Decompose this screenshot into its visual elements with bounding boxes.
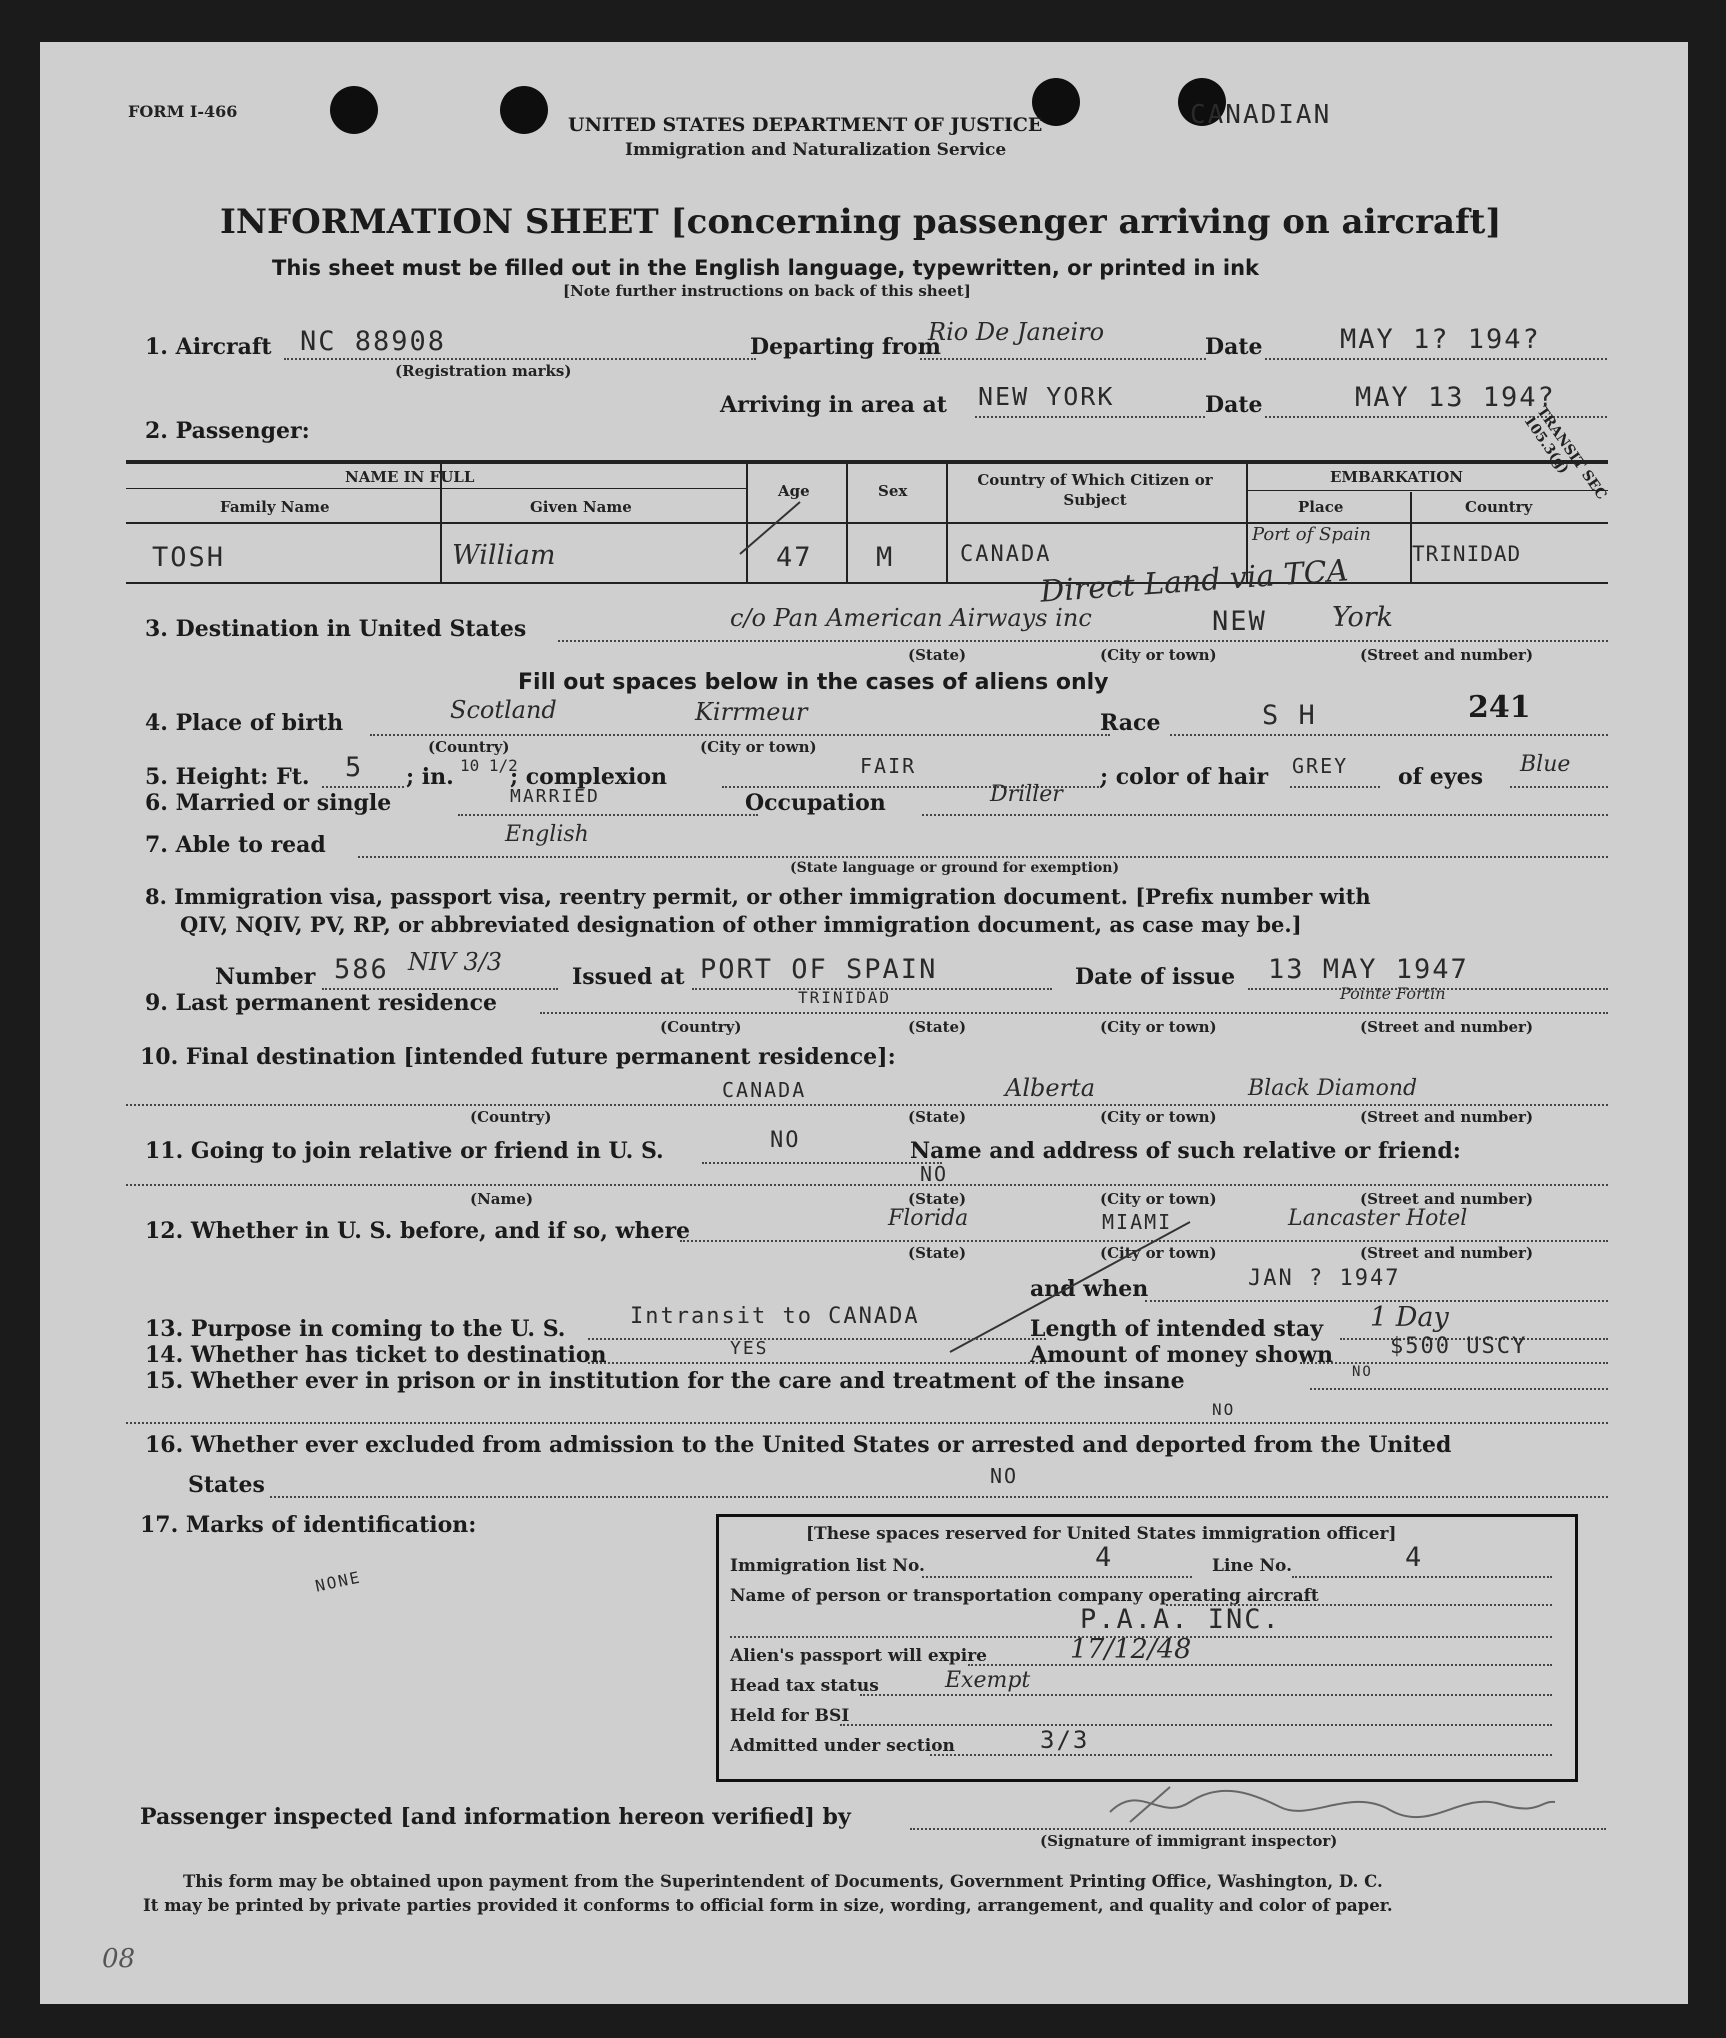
race-value: S H <box>1262 700 1317 731</box>
sex-value: M <box>876 542 895 573</box>
caption-country: (Country) <box>428 738 510 756</box>
hair-value: GREY <box>1292 754 1349 778</box>
head-tax-value: Exempt <box>945 1668 1031 1693</box>
ticket-value: YES <box>730 1338 769 1359</box>
aliens-note: Fill out spaces below in the cases of aliens only <box>518 670 1109 695</box>
departing-date: MAY 1? 194? <box>1340 324 1541 355</box>
instruction-note: [Note further instructions on back of this sheet] <box>563 282 971 300</box>
place-header: Place <box>1298 498 1344 516</box>
height-label: 5. Height: Ft. <box>145 764 310 790</box>
handwritten-note: Direct Land via TCA <box>1039 553 1350 610</box>
embarkation-country-value: TRINIDAD <box>1412 542 1522 566</box>
read-label: 7. Able to read <box>145 832 326 858</box>
list-no-label: Immigration list No. <box>730 1556 925 1576</box>
race-label: Race <box>1100 710 1161 736</box>
sex-header: Sex <box>878 482 908 500</box>
when-label: and when <box>1030 1276 1149 1302</box>
occupation-label: Occupation <box>745 790 886 816</box>
final-destination-label: 10. Final destination [intended future permanent residence]: <box>140 1044 896 1070</box>
caption-state: (State) <box>908 1018 967 1036</box>
prior-street: Lancaster Hotel <box>1288 1206 1468 1231</box>
join-relative-value: NO <box>770 1128 801 1153</box>
line-no-label: Line No. <box>1212 1556 1293 1576</box>
money-value: $500 USCY <box>1390 1334 1528 1359</box>
relative-note: NO <box>920 1162 949 1186</box>
eyes-value: Blue <box>1520 752 1571 777</box>
destination-city: NEW <box>1212 606 1267 637</box>
head-tax-label: Head tax status <box>730 1676 879 1696</box>
birth-city: Kirrmeur <box>695 698 808 726</box>
purpose-value: Intransit to CANADA <box>630 1304 920 1329</box>
caption-city: (City or town) <box>1100 646 1217 664</box>
residence-city: Pointe Fortin <box>1340 984 1446 1003</box>
given-name-value: William <box>452 540 556 571</box>
caption-state: (State) <box>908 1190 967 1208</box>
caption-street: (Street and number) <box>1360 1018 1534 1036</box>
final-country: CANADA <box>722 1078 807 1102</box>
excluded-label-line1: 16. Whether ever excluded from admission to the United States or arrested and deported from the United <box>145 1432 1452 1458</box>
caption-state: (State) <box>908 1244 967 1262</box>
country-header: Country <box>1465 498 1533 516</box>
line-no-value: 4 <box>1405 1542 1424 1573</box>
footer-line-1: This form may be obtained upon payment from the Superintendent of Documents, Government Printing Office, Washington, D. C. <box>183 1872 1383 1891</box>
form-number: FORM I-466 <box>128 102 238 121</box>
eyes-label: of eyes <box>1398 764 1483 790</box>
purpose-label: 13. Purpose in coming to the U. S. <box>145 1316 566 1342</box>
nationality-note: CANADIAN <box>1190 100 1332 130</box>
citizen-value: CANADA <box>960 542 1052 567</box>
join-relative-label: 11. Going to join relative or friend in U. S. <box>145 1138 664 1164</box>
destination-label: 3. Destination in United States <box>145 616 527 642</box>
final-street: Black Diamond <box>1248 1076 1418 1101</box>
complexion-value: FAIR <box>860 754 917 778</box>
caption-country: (Country) <box>470 1108 552 1126</box>
issue-date-value: 13 MAY 1947 <box>1268 954 1469 985</box>
citizen-header: Country of Which Citizen or Subject <box>977 471 1213 509</box>
prison-label: 15. Whether ever in prison or in institution for the care and treatment of the insane <box>145 1368 1185 1394</box>
excluded-label-line2: States <box>188 1472 265 1498</box>
aircraft-value: NC 88908 <box>300 326 447 357</box>
age-header: Age <box>778 482 810 500</box>
given-name-header: Given Name <box>530 498 632 516</box>
caption-city: (City or town) <box>1100 1190 1217 1208</box>
passport-label: Alien's passport will expire <box>730 1646 987 1666</box>
embarkation-header: EMBARKATION <box>1330 468 1464 486</box>
corner-note: 08 <box>102 1944 136 1974</box>
inspector-signature <box>1100 1772 1560 1832</box>
strike-line <box>730 482 810 562</box>
money-label: Amount of money shown <box>1030 1342 1334 1368</box>
identification-label: 17. Marks of identification: <box>140 1512 477 1538</box>
department-name: UNITED STATES DEPARTMENT OF JUSTICE <box>568 114 1043 136</box>
departing-date-label: Date <box>1205 334 1263 360</box>
prior-visit-label: 12. Whether in U. S. before, and if so, where <box>145 1218 691 1244</box>
arriving-date-label: Date <box>1205 392 1263 418</box>
service-name: Immigration and Naturalization Service <box>625 140 1007 160</box>
height-feet: 5 <box>345 752 364 783</box>
instruction: This sheet must be filled out in the English language, typewritten, or printed in ink <box>272 256 1259 280</box>
caption-state: (State) <box>908 646 967 664</box>
company-label: Name of person or transportation company operating aircraft <box>730 1586 1319 1606</box>
aircraft-label: 1. Aircraft <box>145 334 272 360</box>
registration-caption: (Registration marks) <box>395 362 572 380</box>
inches-label: ; in. <box>406 764 454 790</box>
caption-street: (Street and number) <box>1360 1244 1534 1262</box>
document-label-line2: QIV, NQIV, PV, RP, or abbreviated designation of other immigration document, as case may be.] <box>180 912 1302 937</box>
footer-line-2: It may be printed by private parties provided it conforms to official form in size, wording, arrangement, and quality and color of paper. <box>143 1896 1393 1915</box>
departing-label: Departing from <box>750 334 941 360</box>
information-sheet <box>40 42 1688 2004</box>
arriving-label: Arriving in area at <box>720 392 947 418</box>
married-value: MARRIED <box>510 786 600 807</box>
read-caption: (State language or ground for exemption) <box>790 860 1120 876</box>
issued-label: Issued at <box>572 964 685 990</box>
caption-city: (City or town) <box>1100 1108 1217 1126</box>
prior-state: Florida <box>888 1206 969 1231</box>
issued-value: PORT OF SPAIN <box>700 954 938 985</box>
bsi-label: Held for BSI <box>730 1706 850 1726</box>
caption-city: (City or town) <box>700 738 817 756</box>
number-note: NIV 3/3 <box>408 948 503 976</box>
stay-value: 1 Day <box>1370 1302 1449 1333</box>
married-label: 6. Married or single <box>145 790 392 816</box>
caption-name: (Name) <box>470 1190 534 1208</box>
destination-street: York <box>1332 602 1394 633</box>
age-value: 47 <box>776 542 813 573</box>
family-name-header: Family Name <box>220 498 330 516</box>
final-state: Alberta <box>1005 1074 1095 1102</box>
page-title: INFORMATION SHEET [concerning passenger arriving on aircraft] <box>220 202 1502 242</box>
complexion-label: ; complexion <box>510 764 668 790</box>
arriving-value: NEW YORK <box>978 382 1115 411</box>
section-label: Admitted under section <box>730 1736 955 1756</box>
company-value: P.A.A. INC. <box>1080 1604 1281 1635</box>
occupation-value: Driller <box>990 782 1063 807</box>
caption-street: (Street and number) <box>1360 1190 1534 1208</box>
caption-street: (Street and number) <box>1360 1108 1534 1126</box>
destination-state: c/o Pan American Airways inc <box>730 604 1092 632</box>
identification-value: NONE <box>313 1567 363 1596</box>
inspection-label: Passenger inspected [and information hereon verified] by <box>140 1804 851 1830</box>
family-name-value: TOSH <box>152 542 226 573</box>
caption-city: (City or town) <box>1100 1244 1217 1262</box>
number-label: Number <box>215 964 316 990</box>
stay-label: Length of intended stay <box>1030 1316 1323 1342</box>
caption-street: (Street and number) <box>1360 646 1534 664</box>
prior-city: MIAMI <box>1102 1210 1173 1234</box>
embarkation-place-value: Port of Spain <box>1252 524 1371 545</box>
when-value: JAN ? 1947 <box>1248 1266 1401 1291</box>
passenger-label: 2. Passenger: <box>145 418 310 444</box>
officer-box-title: [These spaces reserved for United States immigration officer] <box>806 1524 1397 1544</box>
arriving-date: MAY 13 194? <box>1355 382 1556 413</box>
hair-label: ; color of hair <box>1100 764 1269 790</box>
signature-caption: (Signature of immigrant inspector) <box>1040 1832 1338 1850</box>
punch-hole <box>330 86 378 134</box>
section-value: 3/3 <box>1040 1726 1090 1754</box>
ticket-label: 14. Whether has ticket to destination <box>145 1342 607 1368</box>
prison-value-1: NO <box>1352 1364 1373 1380</box>
caption-city: (City or town) <box>1100 1018 1217 1036</box>
residence-country: TRINIDAD <box>798 988 892 1007</box>
birth-country: Scotland <box>450 696 557 724</box>
list-no-value: 4 <box>1095 1542 1114 1573</box>
punch-hole <box>500 86 548 134</box>
height-inches: 10 1/2 <box>460 756 518 775</box>
transit-stamp: TRANSIT SEC 105.3(g) <box>1520 403 1610 503</box>
number-value: 586 <box>334 954 389 985</box>
relative-name-label: Name and address of such relative or friend: <box>910 1138 1461 1164</box>
passport-value: 17/12/48 <box>1070 1634 1192 1665</box>
caption-state: (State) <box>908 1108 967 1126</box>
read-value: English <box>505 822 589 847</box>
prison-value-2: NO <box>1212 1400 1236 1419</box>
list-number: 241 <box>1468 690 1531 725</box>
name-in-full-header: NAME IN FULL <box>345 468 475 486</box>
residence-label: 9. Last permanent residence <box>145 990 497 1016</box>
issue-date-label: Date of issue <box>1075 964 1236 990</box>
departing-value: Rio De Janeiro <box>928 318 1105 346</box>
excluded-value: NO <box>990 1464 1019 1488</box>
document-label-line1: 8. Immigration visa, passport visa, reentry permit, or other immigration document. [Prefix number with <box>145 884 1371 909</box>
caption-country: (Country) <box>660 1018 742 1036</box>
birth-label: 4. Place of birth <box>145 710 344 736</box>
